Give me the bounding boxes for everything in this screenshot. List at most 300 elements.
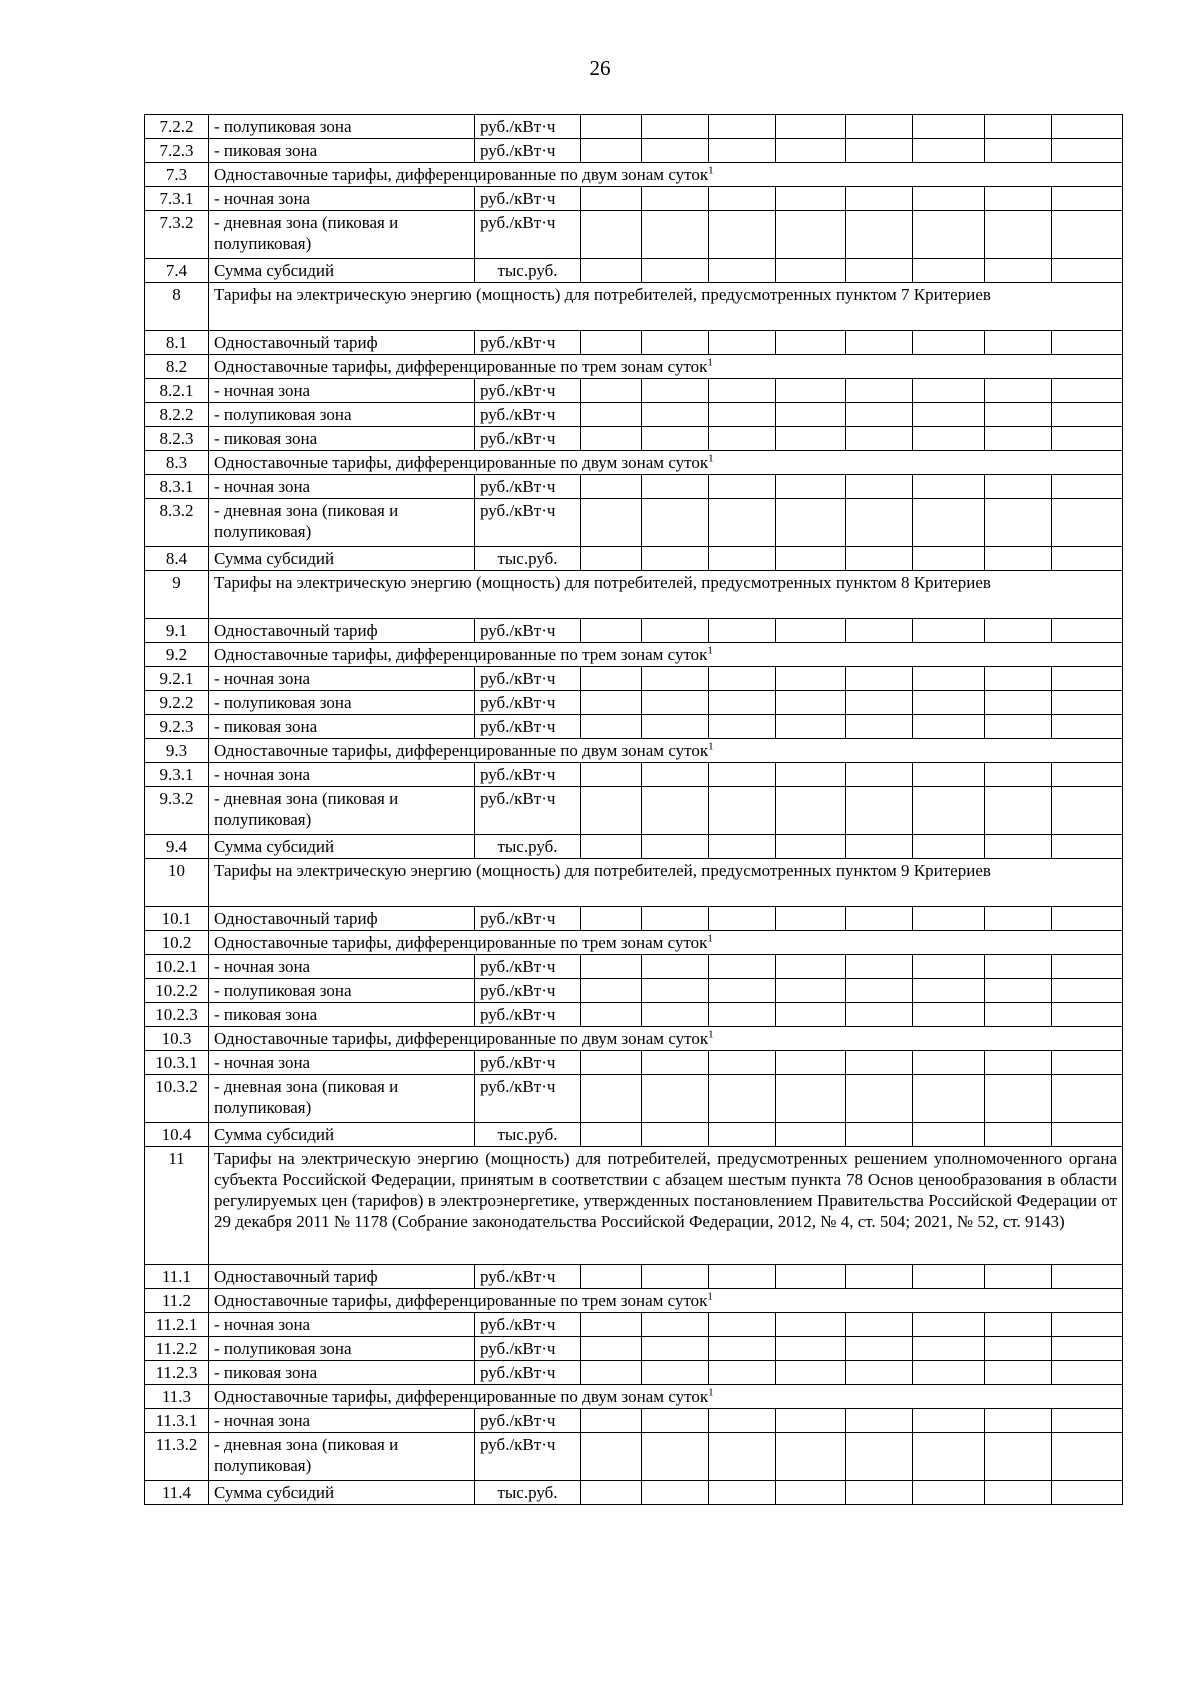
value-cell [1052, 259, 1123, 283]
value-cell [913, 1433, 985, 1481]
value-cell [709, 1409, 776, 1433]
value-cell [776, 1051, 846, 1075]
value-cell [709, 259, 776, 283]
value-cell [709, 1313, 776, 1337]
value-cell [776, 547, 846, 571]
value-cell [709, 955, 776, 979]
value-cell [985, 211, 1052, 259]
value-cell [1052, 1481, 1123, 1505]
value-cell [1052, 667, 1123, 691]
value-cell [642, 403, 709, 427]
value-cell [776, 139, 846, 163]
value-cell [913, 499, 985, 547]
value-cell [581, 547, 642, 571]
value-cell [985, 691, 1052, 715]
value-cell [709, 1337, 776, 1361]
value-cell [985, 475, 1052, 499]
value-cell [846, 499, 913, 547]
value-cell [1052, 139, 1123, 163]
value-cell [985, 1265, 1052, 1289]
value-cell [1052, 835, 1123, 859]
row-code: 10.1 [145, 907, 209, 931]
row-code: 9.2.3 [145, 715, 209, 739]
value-cell [776, 187, 846, 211]
row-label: - полупиковая зона [209, 1337, 475, 1361]
table-row [145, 1051, 1123, 1075]
row-label: - ночная зона [209, 1051, 475, 1075]
table-row [145, 1433, 1123, 1481]
value-cell [1052, 1075, 1123, 1123]
value-cell [709, 691, 776, 715]
section-header [209, 1147, 1123, 1265]
section-header [209, 355, 1123, 379]
value-cell [776, 1409, 846, 1433]
value-cell [581, 619, 642, 643]
row-unit: руб./кВт·ч [475, 427, 581, 451]
table-row [145, 667, 1123, 691]
row-unit: руб./кВт·ч [475, 403, 581, 427]
value-cell [642, 1051, 709, 1075]
row-code: 8.2 [145, 355, 209, 379]
value-cell [776, 403, 846, 427]
value-cell [985, 835, 1052, 859]
row-code: 7.3 [145, 163, 209, 187]
table-row [145, 403, 1123, 427]
value-cell [776, 667, 846, 691]
value-cell [709, 331, 776, 355]
value-cell [709, 715, 776, 739]
table-row [145, 1313, 1123, 1337]
value-cell [846, 403, 913, 427]
value-cell [581, 1051, 642, 1075]
section-header [209, 163, 1123, 187]
section-title: Одноставочные тарифы, дифференцированные по трем зонам суток [214, 933, 708, 952]
table-row [145, 643, 1123, 667]
row-code: 9.2.2 [145, 691, 209, 715]
section-header [209, 1289, 1123, 1313]
value-cell [985, 907, 1052, 931]
value-cell [642, 1481, 709, 1505]
row-unit: тыс.руб. [475, 1481, 581, 1505]
row-code: 8.4 [145, 547, 209, 571]
value-cell [709, 1051, 776, 1075]
value-cell [1052, 379, 1123, 403]
value-cell [913, 715, 985, 739]
row-label: - дневная зона (пиковая и полупиковая) [209, 1433, 475, 1481]
value-cell [709, 211, 776, 259]
row-code: 9.3 [145, 739, 209, 763]
value-cell [1052, 1409, 1123, 1433]
table-row [145, 907, 1123, 931]
value-cell [642, 379, 709, 403]
row-code: 11.4 [145, 1481, 209, 1505]
row-unit: тыс.руб. [475, 259, 581, 283]
value-cell [1052, 691, 1123, 715]
value-cell [913, 259, 985, 283]
value-cell [846, 211, 913, 259]
row-unit: руб./кВт·ч [475, 379, 581, 403]
table-row [145, 763, 1123, 787]
row-unit: руб./кВт·ч [475, 115, 581, 139]
value-cell [776, 835, 846, 859]
table-row [145, 451, 1123, 475]
row-label: - полупиковая зона [209, 403, 475, 427]
row-code: 10.3.2 [145, 1075, 209, 1123]
value-cell [1052, 907, 1123, 931]
table-row [145, 1289, 1123, 1313]
row-code: 9 [145, 571, 209, 619]
value-cell [846, 1409, 913, 1433]
row-code: 9.2.1 [145, 667, 209, 691]
value-cell [913, 331, 985, 355]
value-cell [642, 1337, 709, 1361]
value-cell [642, 499, 709, 547]
row-unit: руб./кВт·ч [475, 1361, 581, 1385]
value-cell [709, 403, 776, 427]
table-row [145, 691, 1123, 715]
value-cell [709, 979, 776, 1003]
table-row [145, 1265, 1123, 1289]
row-unit: руб./кВт·ч [475, 1433, 581, 1481]
value-cell [913, 1051, 985, 1075]
value-cell [846, 715, 913, 739]
value-cell [709, 907, 776, 931]
value-cell [846, 427, 913, 451]
value-cell [1052, 211, 1123, 259]
value-cell [913, 1481, 985, 1505]
table-row [145, 835, 1123, 859]
value-cell [642, 1265, 709, 1289]
value-cell [846, 331, 913, 355]
table-row [145, 427, 1123, 451]
footnote-mark: 1 [707, 932, 713, 945]
value-cell [985, 1361, 1052, 1385]
value-cell [913, 427, 985, 451]
row-label: Сумма субсидий [209, 1481, 475, 1505]
row-unit: руб./кВт·ч [475, 139, 581, 163]
value-cell [776, 715, 846, 739]
value-cell [642, 1361, 709, 1385]
value-cell [776, 1265, 846, 1289]
table-row [145, 355, 1123, 379]
value-cell [642, 715, 709, 739]
value-cell [709, 667, 776, 691]
row-code: 10.3.1 [145, 1051, 209, 1075]
value-cell [985, 187, 1052, 211]
table-row [145, 1123, 1123, 1147]
value-cell [846, 115, 913, 139]
value-cell [913, 1003, 985, 1027]
value-cell [709, 187, 776, 211]
value-cell [846, 1003, 913, 1027]
value-cell [846, 667, 913, 691]
section-header [209, 283, 1123, 331]
value-cell [985, 1075, 1052, 1123]
value-cell [1052, 787, 1123, 835]
value-cell [776, 979, 846, 1003]
value-cell [913, 475, 985, 499]
row-code: 10.2.3 [145, 1003, 209, 1027]
section-title: Тарифы на электрическую энергию (мощность) для потребителей, предусмотренных решением уполномоченного органа субъекта Российской Федерации, принятым в соответствии с абзацем шестым пункта 78 Основ ценообразования в области регулируемых цен (тарифов) в электроэнергетике, утвержденных постановлением Правительства Российской Федерации от 29 декабря 2011 № 1178 (Собрание законодательства Российской Федерации, 2012, № 4, ст. 504; 2021, № 52, ст. 9143) [214, 1149, 1117, 1231]
row-code: 8.1 [145, 331, 209, 355]
footnote-mark: 1 [708, 452, 714, 465]
value-cell [985, 1481, 1052, 1505]
value-cell [846, 979, 913, 1003]
row-label: - пиковая зона [209, 139, 475, 163]
row-code: 11.1 [145, 1265, 209, 1289]
value-cell [985, 499, 1052, 547]
value-cell [1052, 763, 1123, 787]
table-row [145, 1337, 1123, 1361]
value-cell [581, 403, 642, 427]
table-row [145, 259, 1123, 283]
value-cell [913, 211, 985, 259]
row-unit: тыс.руб. [475, 835, 581, 859]
row-code: 8.2.1 [145, 379, 209, 403]
row-unit: руб./кВт·ч [475, 1313, 581, 1337]
value-cell [846, 139, 913, 163]
value-cell [776, 499, 846, 547]
value-cell [642, 475, 709, 499]
value-cell [642, 1433, 709, 1481]
table-row [145, 1385, 1123, 1409]
value-cell [1052, 547, 1123, 571]
row-code: 9.1 [145, 619, 209, 643]
value-cell [985, 427, 1052, 451]
value-cell [709, 139, 776, 163]
value-cell [913, 1313, 985, 1337]
row-unit: руб./кВт·ч [475, 1337, 581, 1361]
value-cell [913, 379, 985, 403]
row-code: 8.2.2 [145, 403, 209, 427]
row-unit: руб./кВт·ч [475, 691, 581, 715]
row-code: 10 [145, 859, 209, 907]
value-cell [776, 787, 846, 835]
value-cell [642, 907, 709, 931]
value-cell [581, 835, 642, 859]
value-cell [642, 787, 709, 835]
row-code: 9.3.1 [145, 763, 209, 787]
section-header [209, 451, 1123, 475]
value-cell [985, 331, 1052, 355]
value-cell [846, 1313, 913, 1337]
table-row [145, 1027, 1123, 1051]
table-row [145, 283, 1123, 331]
value-cell [776, 907, 846, 931]
value-cell [1052, 1337, 1123, 1361]
value-cell [776, 115, 846, 139]
footnote-mark: 1 [708, 740, 714, 753]
row-unit: руб./кВт·ч [475, 1265, 581, 1289]
value-cell [913, 1337, 985, 1361]
value-cell [846, 691, 913, 715]
value-cell [776, 1361, 846, 1385]
value-cell [776, 1433, 846, 1481]
value-cell [913, 691, 985, 715]
value-cell [776, 1481, 846, 1505]
value-cell [642, 1003, 709, 1027]
value-cell [1052, 427, 1123, 451]
section-title: Одноставочные тарифы, дифференцированные по двум зонам суток [214, 453, 709, 472]
section-title: Одноставочные тарифы, дифференцированные по трем зонам суток [214, 357, 708, 376]
section-title: Одноставочные тарифы, дифференцированные по двум зонам суток [214, 1387, 709, 1406]
row-label: Одноставочный тариф [209, 907, 475, 931]
value-cell [776, 331, 846, 355]
row-label: - пиковая зона [209, 427, 475, 451]
value-cell [846, 1123, 913, 1147]
value-cell [581, 1481, 642, 1505]
value-cell [776, 427, 846, 451]
value-cell [913, 907, 985, 931]
table-row [145, 187, 1123, 211]
row-label: - полупиковая зона [209, 691, 475, 715]
value-cell [913, 619, 985, 643]
table-row [145, 379, 1123, 403]
value-cell [642, 211, 709, 259]
row-unit: руб./кВт·ч [475, 187, 581, 211]
table-row [145, 331, 1123, 355]
value-cell [581, 1123, 642, 1147]
table-row [145, 931, 1123, 955]
row-label: - ночная зона [209, 1409, 475, 1433]
value-cell [846, 1051, 913, 1075]
value-cell [1052, 715, 1123, 739]
value-cell [709, 619, 776, 643]
section-title: Тарифы на электрическую энергию (мощность) для потребителей, предусмотренных пунктом 7 Критериев [214, 285, 991, 304]
value-cell [642, 1313, 709, 1337]
row-code: 7.4 [145, 259, 209, 283]
value-cell [985, 403, 1052, 427]
value-cell [985, 115, 1052, 139]
row-unit: руб./кВт·ч [475, 619, 581, 643]
value-cell [776, 211, 846, 259]
value-cell [1052, 115, 1123, 139]
value-cell [1052, 475, 1123, 499]
value-cell [1052, 187, 1123, 211]
value-cell [776, 259, 846, 283]
value-cell [913, 667, 985, 691]
row-code: 11.3.2 [145, 1433, 209, 1481]
row-code: 8.2.3 [145, 427, 209, 451]
row-label: Одноставочный тариф [209, 619, 475, 643]
row-unit: руб./кВт·ч [475, 211, 581, 259]
row-code: 9.2 [145, 643, 209, 667]
table-row [145, 715, 1123, 739]
value-cell [642, 1123, 709, 1147]
value-cell [913, 547, 985, 571]
table-row [145, 1409, 1123, 1433]
footnote-mark: 1 [708, 1028, 714, 1041]
row-label: Сумма субсидий [209, 547, 475, 571]
value-cell [581, 1337, 642, 1361]
row-code: 7.2.3 [145, 139, 209, 163]
table-row [145, 499, 1123, 547]
value-cell [985, 379, 1052, 403]
row-code: 9.4 [145, 835, 209, 859]
value-cell [913, 979, 985, 1003]
value-cell [581, 907, 642, 931]
row-code: 11.2 [145, 1289, 209, 1313]
value-cell [985, 139, 1052, 163]
value-cell [642, 979, 709, 1003]
value-cell [776, 955, 846, 979]
value-cell [642, 691, 709, 715]
value-cell [846, 1361, 913, 1385]
value-cell [709, 787, 776, 835]
section-header [209, 739, 1123, 763]
row-label: - ночная зона [209, 379, 475, 403]
footnote-mark: 1 [708, 1386, 714, 1399]
value-cell [581, 427, 642, 451]
value-cell [1052, 955, 1123, 979]
value-cell [709, 427, 776, 451]
row-unit: руб./кВт·ч [475, 1051, 581, 1075]
value-cell [985, 547, 1052, 571]
value-cell [709, 547, 776, 571]
value-cell [642, 1075, 709, 1123]
value-cell [581, 979, 642, 1003]
section-header [209, 643, 1123, 667]
value-cell [581, 379, 642, 403]
value-cell [776, 1313, 846, 1337]
value-cell [642, 955, 709, 979]
section-title: Тарифы на электрическую энергию (мощность) для потребителей, предусмотренных пунктом 8 Критериев [214, 573, 991, 592]
row-label: - ночная зона [209, 763, 475, 787]
row-code: 8.3.2 [145, 499, 209, 547]
value-cell [642, 1409, 709, 1433]
row-label: - ночная зона [209, 955, 475, 979]
row-label: - полупиковая зона [209, 115, 475, 139]
value-cell [985, 955, 1052, 979]
row-label: Одноставочный тариф [209, 331, 475, 355]
value-cell [581, 1265, 642, 1289]
value-cell [776, 619, 846, 643]
footnote-mark: 1 [708, 164, 714, 177]
row-label: - пиковая зона [209, 1003, 475, 1027]
row-label: - дневная зона (пиковая и полупиковая) [209, 499, 475, 547]
footnote-mark: 1 [707, 1290, 713, 1303]
row-label: Сумма субсидий [209, 259, 475, 283]
value-cell [642, 187, 709, 211]
row-label: - пиковая зона [209, 1361, 475, 1385]
value-cell [709, 499, 776, 547]
footnote-mark: 1 [707, 644, 713, 657]
value-cell [985, 667, 1052, 691]
row-unit: руб./кВт·ч [475, 667, 581, 691]
value-cell [581, 115, 642, 139]
row-label: Сумма субсидий [209, 835, 475, 859]
table-row [145, 955, 1123, 979]
value-cell [709, 1481, 776, 1505]
value-cell [913, 955, 985, 979]
value-cell [985, 715, 1052, 739]
row-code: 7.2.2 [145, 115, 209, 139]
value-cell [846, 955, 913, 979]
row-code: 7.3.2 [145, 211, 209, 259]
value-cell [985, 1433, 1052, 1481]
table-row [145, 475, 1123, 499]
row-unit: руб./кВт·ч [475, 475, 581, 499]
row-code: 9.3.2 [145, 787, 209, 835]
value-cell [642, 331, 709, 355]
row-unit: руб./кВт·ч [475, 787, 581, 835]
value-cell [985, 619, 1052, 643]
row-code: 11.2.1 [145, 1313, 209, 1337]
table-row [145, 211, 1123, 259]
value-cell [913, 139, 985, 163]
value-cell [846, 547, 913, 571]
table-row [145, 619, 1123, 643]
